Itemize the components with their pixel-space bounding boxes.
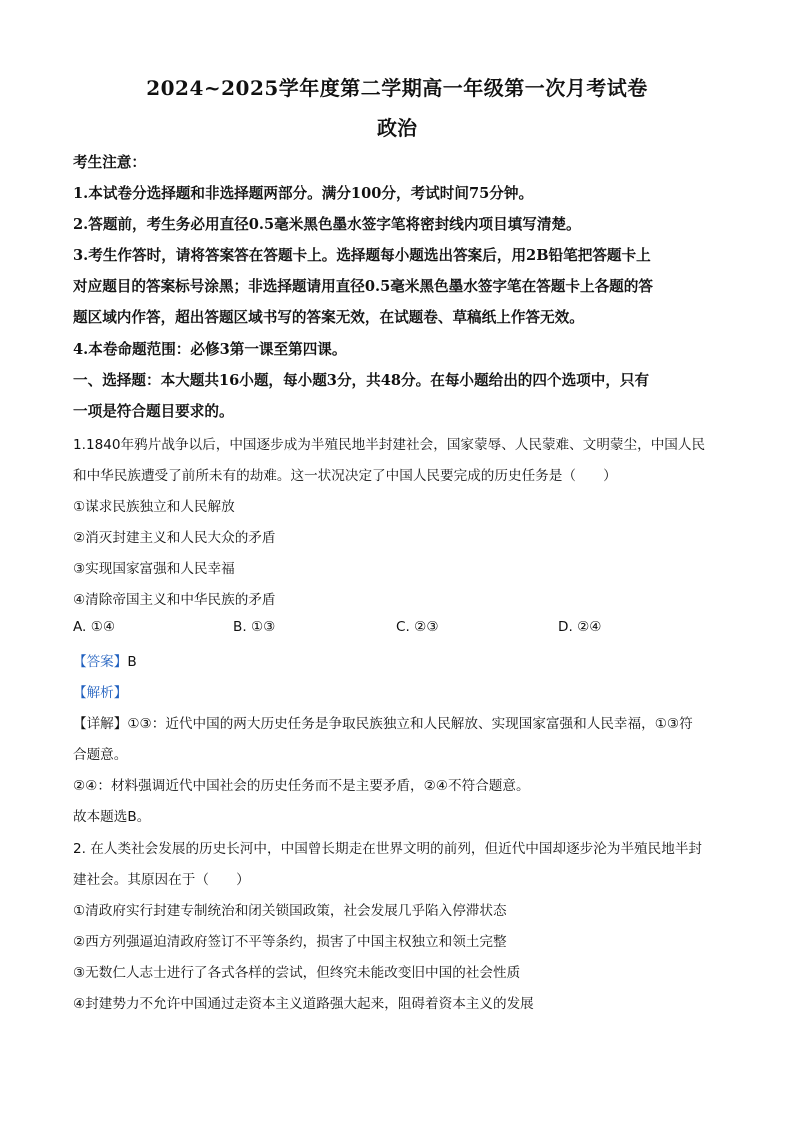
notice-item: 1.本试卷分选择题和非选择题两部分。满分100分，考试时间75分钟。 (73, 185, 534, 202)
notice-item: 对应题目的答案标号涂黑；非选择题请用直径0.5毫米黑色墨水签字笔在答题卡上各题的答 (73, 278, 653, 295)
question-2-stem: 2. 在人类社会发展的历史长河中，中国曾长期走在世界文明的前列，但近代中国却逐步沦为半殖民地半封 (73, 841, 703, 857)
option-a: A. ①④ (73, 619, 116, 635)
detail-text-cont: 合题意。 (73, 747, 128, 763)
question-1-statement: ④清除帝国主义和中华民族的矛盾 (73, 592, 276, 608)
conclusion-text: 故本题选B。 (73, 809, 151, 825)
subject-title: 政治 (377, 116, 417, 140)
answer-line (73, 650, 733, 670)
exam-title: 2024~2025学年度第二学期高一年级第一次月考试卷 (146, 76, 648, 100)
question-2-statement: ④封建势力不允许中国通过走资本主义道路强大起来，阻碍着资本主义的发展 (73, 996, 534, 1012)
detail-line (73, 712, 733, 732)
answer-value: B (127, 654, 137, 670)
option-b: B. ①③ (233, 619, 276, 635)
notice-heading: 考生注意： (73, 154, 146, 171)
question-1-stem: 1.1840年鸦片战争以后，中国逐步成为半殖民地半封建社会，国家蒙辱、人民蒙难、文明蒙尘，中国人民 (73, 437, 706, 453)
analysis-label: 【解析】 (73, 685, 128, 701)
question-2-statement: ③无数仁人志士进行了各式各样的尝试，但终究未能改变旧中国的社会性质 (73, 965, 521, 981)
notice-item: 3.考生作答时，请将答案答在答题卡上。选择题每小题选出答案后，用2B铅笔把答题卡上 (73, 247, 651, 264)
section-heading: 一、选择题：本大题共16小题，每小题3分，共48分。在每小题给出的四个选项中，只有 (73, 372, 650, 389)
question-1-statement: ①谋求民族独立和人民解放 (73, 499, 235, 515)
analysis-line (73, 681, 733, 701)
notice-item: 4.本卷命题范围：必修3第一课至第四课。 (73, 341, 347, 358)
question-1-stem-cont: 和中华民族遭受了前所未有的劫难。这一状况决定了中国人民要完成的历史任务是（ ） (73, 468, 617, 484)
section-heading-cont: 一项是符合题目要求的。 (73, 403, 234, 420)
question-1-statement: ②消灭封建主义和人民大众的矛盾 (73, 530, 276, 546)
question-1-statement: ③实现国家富强和人民幸福 (73, 561, 235, 577)
option-c: C. ②③ (396, 619, 439, 635)
detail-label: 【详解】 (73, 716, 128, 732)
detail-text-2: ②④：材料强调近代中国社会的历史任务而不是主要矛盾，②④不符合题意。 (73, 778, 530, 794)
detail-text: ①③：近代中国的两大历史任务是争取民族独立和人民解放、实现国家富强和人民幸福，①③符 (127, 716, 693, 732)
option-d: D. ②④ (558, 619, 602, 635)
notice-item: 2.答题前，考生务必用直径0.5毫米黑色墨水签字笔将密封线内项目填写清楚。 (73, 216, 581, 233)
question-2-stem-cont: 建社会。其原因在于（ ） (73, 872, 250, 888)
notice-item: 题区域内作答，超出答题区域书写的答案无效，在试题卷、草稿纸上作答无效。 (73, 309, 584, 326)
answer-label: 【答案】 (73, 654, 128, 670)
question-2-statement: ②西方列强逼迫清政府签订不平等条约，损害了中国主权独立和领土完整 (73, 934, 507, 950)
question-2-statement: ①清政府实行封建专制统治和闭关锁国政策，社会发展几乎陷入停滞状态 (73, 903, 507, 919)
